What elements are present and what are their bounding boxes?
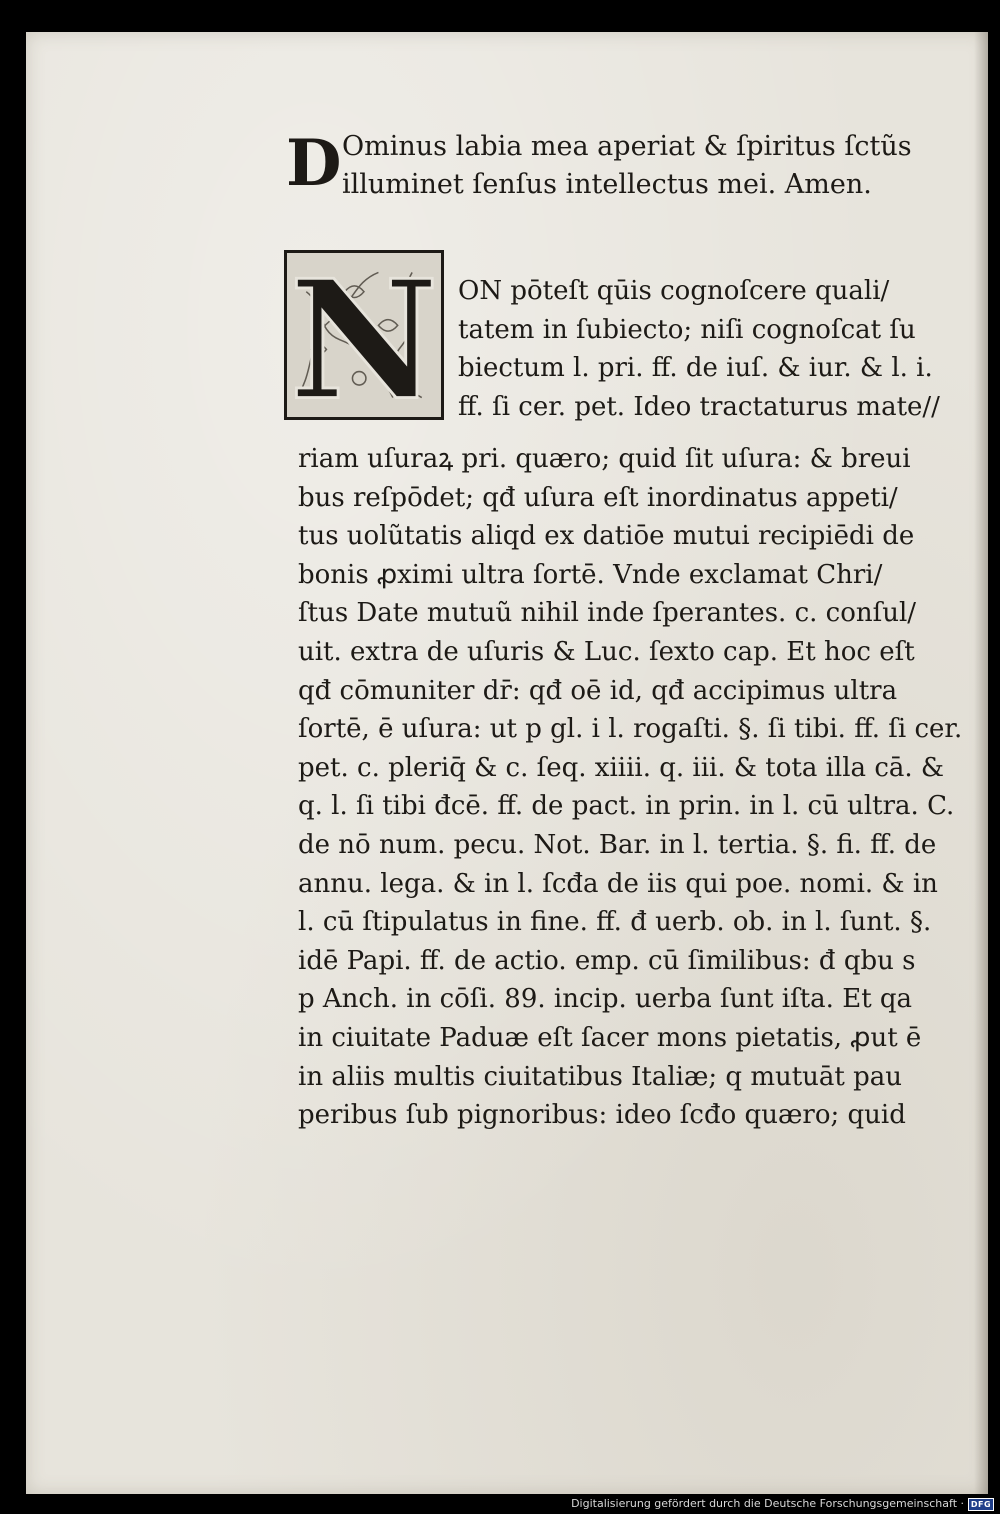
body-line: de nō num. pecu. Not. Bar. in l. tertia. §. fi. ff. de: [298, 829, 937, 860]
invocation-lines: [342, 128, 912, 204]
page-edge-shadow: [974, 32, 988, 1494]
body-line: bonis ꝓximi ultra ſortē. Vnde exclamat Chri/: [298, 559, 883, 590]
body-line: peribus ſub pignoribus: ideo ſcđo quæro; quid: [298, 1100, 906, 1131]
digitization-credit: Digitalisierung gefördert durch die Deutsche Forschungsgemeinschaft ·: [571, 1497, 964, 1510]
body-line: ff. ſi cer. pet. Ideo tractaturus mate//: [458, 391, 940, 422]
body-text: [298, 440, 962, 1135]
body-line: idē Papi. ff. de actio. emp. cū ſimilibus: đ qbu s: [298, 945, 916, 976]
decorated-initial-letter: N: [289, 253, 439, 417]
body-line: riam uſuraꝝ pri. quæro; quid ſit uſura: & breui: [298, 444, 911, 474]
body-line: ON pōteſt qūis cognoſcere quali/: [458, 276, 890, 306]
body-line: biectum l. pri. ff. de iuſ. & iur. & l. i.: [458, 353, 933, 384]
dfg-logo-icon: DFG: [968, 1498, 994, 1511]
body-line: uit. extra de uſuris & Luc. ſexto cap. Et hoc eſt: [298, 636, 915, 667]
body-line: in ciuitate Paduæ eſt ſacer mons pietatis, ꝓut ē: [298, 1022, 922, 1053]
body-line: annu. lega. & in l. ſcđa de iis qui poe. nomi. & in: [298, 868, 938, 899]
body-line: pet. c. pleriq̄ & c. ſeq. xiiii. q. iii. & tota illa cā. &: [298, 752, 945, 783]
body-line: in aliis multis ciuitatibus Italiæ; q mutuāt pau: [298, 1061, 903, 1092]
body-line: ſortē, ē uſura: ut p gl. i l. rogaſti. §. ſi tibi. ff. ſi cer.: [298, 714, 963, 745]
invocation-line: Ominus labia mea aperiat & ſpiritus ſctũs: [342, 131, 912, 162]
invocation-initial: D: [286, 126, 342, 201]
body-lines-beside-initial: [458, 272, 940, 426]
decorated-initial-svg: [287, 253, 441, 417]
body-line: ſtus Date mutuũ nihil inde ſperantes. c. conſul/: [298, 598, 917, 629]
body-line: tus uolũtatis aliqd ex datiōe mutui recipiēdi de: [298, 521, 915, 552]
body-line: qđ cōmuniter dr̄: qđ oē id, qđ accipimus ultra: [298, 675, 898, 706]
decorated-initial-n: [284, 250, 444, 420]
body-line: bus reſpōdet; qđ uſura eſt inordinatus appeti/: [298, 482, 898, 513]
body-line: l. cū ſtipulatus in fine. ff. đ uerb. ob. in l. ſunt. §.: [298, 907, 932, 938]
body-line: p Anch. in cōſi. 89. incip. uerba ſunt iſta. Et qa: [298, 984, 913, 1015]
body-line: q. l. ſi tibi đcē. ff. de pact. in prin. in l. cū ultra. C.: [298, 791, 955, 822]
body-line: tatem in ſubiecto; niſi cognoſcat ſu: [458, 314, 916, 345]
invocation-line: illuminet ſenſus intellectus mei. Amen.: [342, 169, 872, 200]
